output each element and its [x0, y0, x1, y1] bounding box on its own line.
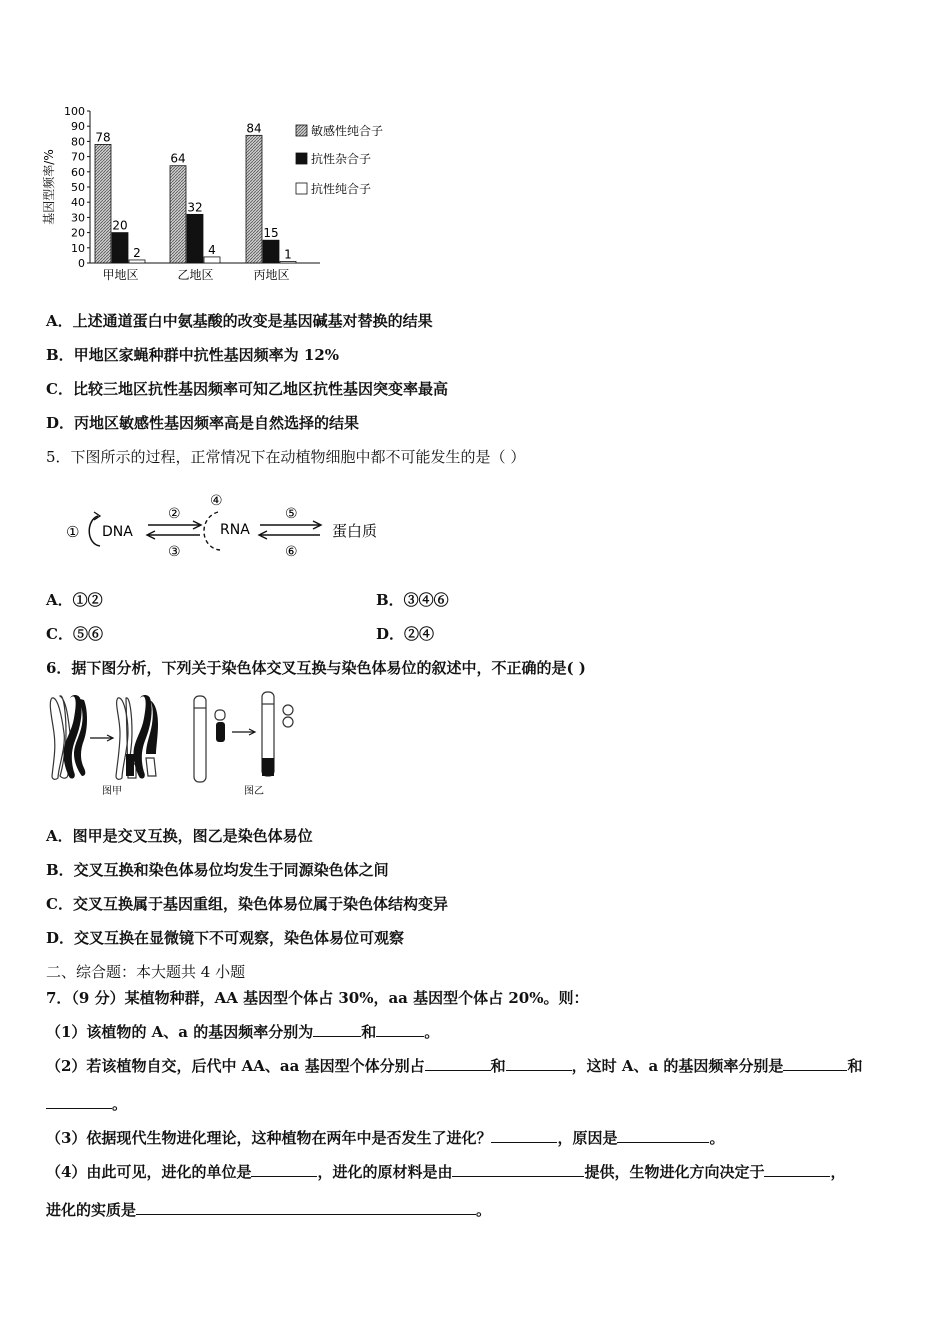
q4-option-c: C．比较三地区抗性基因频率可知乙地区抗性基因突变率最高: [46, 380, 448, 398]
answer-blank[interactable]: [313, 1022, 361, 1037]
answer-blank[interactable]: [376, 1022, 424, 1037]
q6-option-c: C．交叉互换属于基因重组，染色体易位属于染色体结构变异: [46, 895, 448, 913]
q5-option-d: D．②④: [376, 625, 435, 643]
legend-label: 敏感性纯合子: [311, 124, 384, 138]
q7-part1: [46, 1022, 439, 1042]
bar-sensitive-homozygote: [170, 166, 186, 263]
q7-p1-text: （1）该植物的 A、a 的基因频率分别为: [46, 1023, 314, 1041]
y-axis-label: 基因型频率/%: [42, 149, 56, 225]
q7-p4-essence: 进化的实质是: [46, 1201, 137, 1219]
label-dna: DNA: [102, 524, 133, 540]
x-category-label: 甲地区: [102, 268, 139, 282]
y-tick-label: 10: [71, 241, 85, 255]
legend-swatch: [296, 153, 307, 164]
data-label: 32: [187, 200, 203, 215]
figure-a-before: [50, 695, 87, 779]
figure-a-caption: 图甲: [102, 786, 122, 797]
section-heading: 二、综合题：本大题共 4 小题: [46, 963, 246, 981]
data-label: 4: [208, 242, 216, 257]
q6-option-b: B．交叉互换和染色体易位均发生于同源染色体之间: [46, 861, 389, 879]
q6-option-a: A．图甲是交叉互换，图乙是染色体易位: [46, 827, 313, 845]
y-tick-label: 60: [71, 165, 85, 179]
q5-stem: 5．下图所示的过程，正常情况下在动植物细胞中都不可能发生的是（ ）: [46, 448, 526, 466]
answer-blank[interactable]: [491, 1128, 557, 1143]
genotype-frequency-chart: [40, 98, 420, 288]
q7-p3-end: 。: [709, 1129, 725, 1147]
data-label: 78: [95, 130, 111, 145]
q7-part4-cont: [46, 1200, 491, 1220]
q7-stem-text: 7．（9 分）某植物种群，AA 基因型个体占 30%，aa 基因型个体占 20%。则：: [46, 989, 589, 1007]
data-label: 1: [284, 247, 292, 262]
q7-p2-and2: 和: [847, 1057, 863, 1075]
legend-swatch: [296, 125, 307, 136]
bar-resistant-homozygote: [204, 257, 220, 263]
answer-blank[interactable]: [617, 1128, 709, 1143]
data-label: 2: [133, 245, 141, 260]
y-tick-label: 80: [71, 135, 85, 149]
q5-option-c: C．⑤⑥: [46, 625, 103, 643]
bar-resistant-heterozygote: [263, 240, 279, 263]
x-category-label: 乙地区: [177, 268, 214, 282]
y-tick-label: 20: [71, 226, 85, 240]
y-tick-label: 100: [64, 105, 85, 118]
q7-p2-text: （2）若该植物自交，后代中 AA、aa 基因型个体分别占: [46, 1057, 425, 1075]
answer-blank[interactable]: [251, 1162, 317, 1177]
central-dogma-diagram: [60, 486, 400, 566]
legend-swatch: [296, 183, 307, 194]
q5-option-b: B．③④⑥: [376, 591, 449, 609]
label-n1: ①: [66, 523, 80, 541]
bar-resistant-heterozygote: [187, 214, 203, 263]
figure-b-caption: 图乙: [244, 786, 264, 797]
answer-blank[interactable]: [764, 1162, 830, 1177]
answer-blank[interactable]: [425, 1056, 491, 1071]
legend-label: 抗性纯合子: [311, 182, 372, 196]
q7-p4-comma: ，: [830, 1163, 846, 1181]
y-tick-label: 50: [71, 181, 85, 194]
y-tick-label: 70: [71, 150, 85, 164]
label-n4: ④: [210, 493, 223, 509]
answer-blank[interactable]: [506, 1056, 572, 1071]
q7-part2: [46, 1056, 862, 1076]
q7-part4: [46, 1162, 846, 1182]
q7-p2-mid: ，这时 A、a 的基因频率分别是: [571, 1057, 784, 1075]
q6-stem: 6．据下图分析，下列关于染色体交叉互换与染色体易位的叙述中，不正确的是( ): [46, 659, 586, 677]
bar-sensitive-homozygote: [246, 135, 262, 263]
q4-option-a: A．上述通道蛋白中氨基酸的改变是基因碱基对替换的结果: [46, 312, 433, 330]
q4-option-d: D．丙地区敏感性基因频率高是自然选择的结果: [46, 414, 360, 432]
data-label: 64: [170, 151, 186, 166]
label-n3: ③: [168, 544, 181, 560]
chromosome-figure: [44, 688, 314, 800]
q7-p4-end: 。: [476, 1201, 492, 1219]
q7-part3: [46, 1128, 724, 1148]
answer-blank[interactable]: [46, 1094, 112, 1109]
q7-p2-end: 。: [112, 1095, 128, 1113]
q6-option-d: D．交叉互换在显微镜下不可观察，染色体易位可观察: [46, 929, 405, 947]
label-protein: 蛋白质: [332, 522, 378, 540]
y-tick-label: 40: [71, 196, 85, 210]
label-n2: ②: [168, 506, 181, 522]
q7-part2-cont: [46, 1094, 127, 1114]
y-tick-label: 0: [78, 257, 85, 270]
figure-a-after: [116, 695, 158, 779]
q7-p1-and: 和: [361, 1023, 377, 1041]
figure-b: [194, 692, 293, 782]
q7-p2-and: 和: [490, 1057, 506, 1075]
x-category-label: 丙地区: [253, 268, 290, 282]
y-tick-label: 30: [71, 211, 85, 225]
q4-option-b: B．甲地区家蝇种群中抗性基因频率为 12%: [46, 346, 340, 364]
label-n6: ⑥: [285, 544, 298, 560]
data-label: 84: [246, 121, 262, 136]
bar-resistant-homozygote: [129, 260, 145, 263]
bar-resistant-heterozygote: [112, 233, 128, 263]
bar-sensitive-homozygote: [95, 144, 111, 263]
q7-p3-mid: ，原因是: [557, 1129, 618, 1147]
q7-p3-text: （3）依据现代生物进化理论，这种植物在两年中是否发生了进化？: [46, 1129, 492, 1147]
q7-stem: [46, 988, 588, 1008]
q7-p4-text: （4）由此可见，进化的单位是: [46, 1163, 252, 1181]
q7-p4-mid2: 提供，生物进化方向决定于: [584, 1163, 765, 1181]
legend-label: 抗性杂合子: [311, 152, 372, 166]
answer-blank[interactable]: [783, 1056, 847, 1071]
q5-option-a: A．①②: [46, 591, 103, 609]
q7-p1-end: 。: [424, 1023, 440, 1041]
answer-blank[interactable]: [136, 1200, 476, 1215]
bar-resistant-homozygote: [280, 261, 296, 263]
data-label: 20: [112, 218, 128, 233]
data-label: 15: [263, 226, 279, 241]
label-n5: ⑤: [285, 506, 298, 522]
y-tick-label: 90: [71, 120, 85, 134]
q7-p4-mid: ，进化的原材料是由: [317, 1163, 453, 1181]
answer-blank[interactable]: [452, 1162, 584, 1177]
label-rna: RNA: [220, 522, 250, 538]
